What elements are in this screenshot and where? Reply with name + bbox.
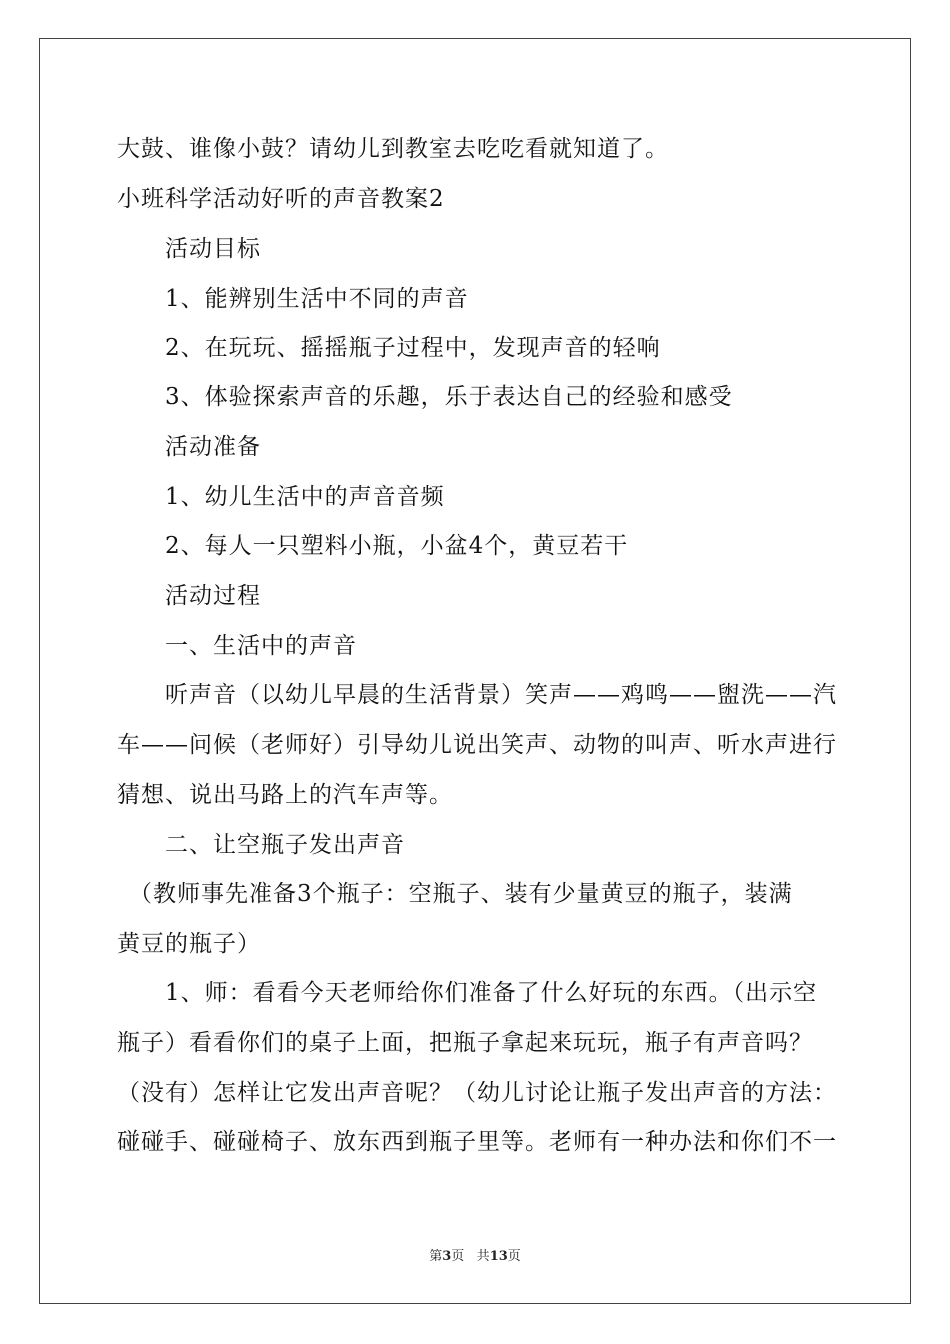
- paragraph-line: 大鼓、谁像小鼓？请幼儿到教室去吃吃看就知道了。: [117, 136, 669, 162]
- page-footer: [0, 1245, 950, 1264]
- subheading: 一、生活中的声音: [165, 633, 357, 659]
- heading-preparation: 活动准备: [165, 434, 261, 460]
- paragraph-line: 1、师：看看今天老师给你们准备了什么好玩的东西。（出示空: [165, 980, 818, 1006]
- footer-prefix: 第: [429, 1249, 443, 1264]
- heading-goals: 活动目标: [165, 236, 261, 262]
- paragraph-line: 猜想、说出马路上的汽车声等。: [117, 782, 453, 808]
- total-pages: 13: [489, 1249, 508, 1264]
- list-item: 3、体验探索声音的乐趣，乐于表达自己的经验和感受: [165, 384, 733, 410]
- paragraph-line: 车——问候（老师好）引导幼儿说出笑声、动物的叫声、听水声进行: [117, 732, 837, 758]
- subheading: 二、让空瓶子发出声音: [165, 832, 405, 858]
- page-border: [39, 38, 911, 1304]
- footer-total-suffix: 页: [507, 1249, 521, 1264]
- list-item: 2、每人一只塑料小瓶，小盆4个，黄豆若干: [165, 533, 629, 559]
- footer-total-prefix: 共: [476, 1249, 490, 1264]
- paragraph-line: 碰碰手、碰碰椅子、放东西到瓶子里等。老师有一种办法和你们不一: [117, 1129, 837, 1155]
- footer-page-suffix: 页: [451, 1249, 465, 1264]
- section-title: 小班科学活动好听的声音教案2: [117, 186, 445, 212]
- heading-process: 活动过程: [165, 583, 261, 609]
- list-item: 1、幼儿生活中的声音音频: [165, 484, 445, 510]
- paragraph-line: 瓶子）看看你们的桌子上面，把瓶子拿起来玩玩，瓶子有声音吗？: [117, 1030, 813, 1056]
- page-number: 3: [442, 1249, 452, 1264]
- paragraph-line: （教师事先准备3个瓶子：空瓶子、装有少量黄豆的瓶子，装满: [129, 881, 793, 907]
- paragraph-line: 黄豆的瓶子）: [117, 931, 261, 957]
- paragraph-line: （没有）怎样让它发出声音呢？（幼儿讨论让瓶子发出声音的方法：: [117, 1080, 837, 1106]
- list-item: 1、能辨别生活中不同的声音: [165, 286, 469, 312]
- list-item: 2、在玩玩、摇摇瓶子过程中，发现声音的轻响: [165, 335, 661, 361]
- paragraph-line: 听声音（以幼儿早晨的生活背景）笑声——鸡鸣——盥洗——汽: [165, 682, 837, 708]
